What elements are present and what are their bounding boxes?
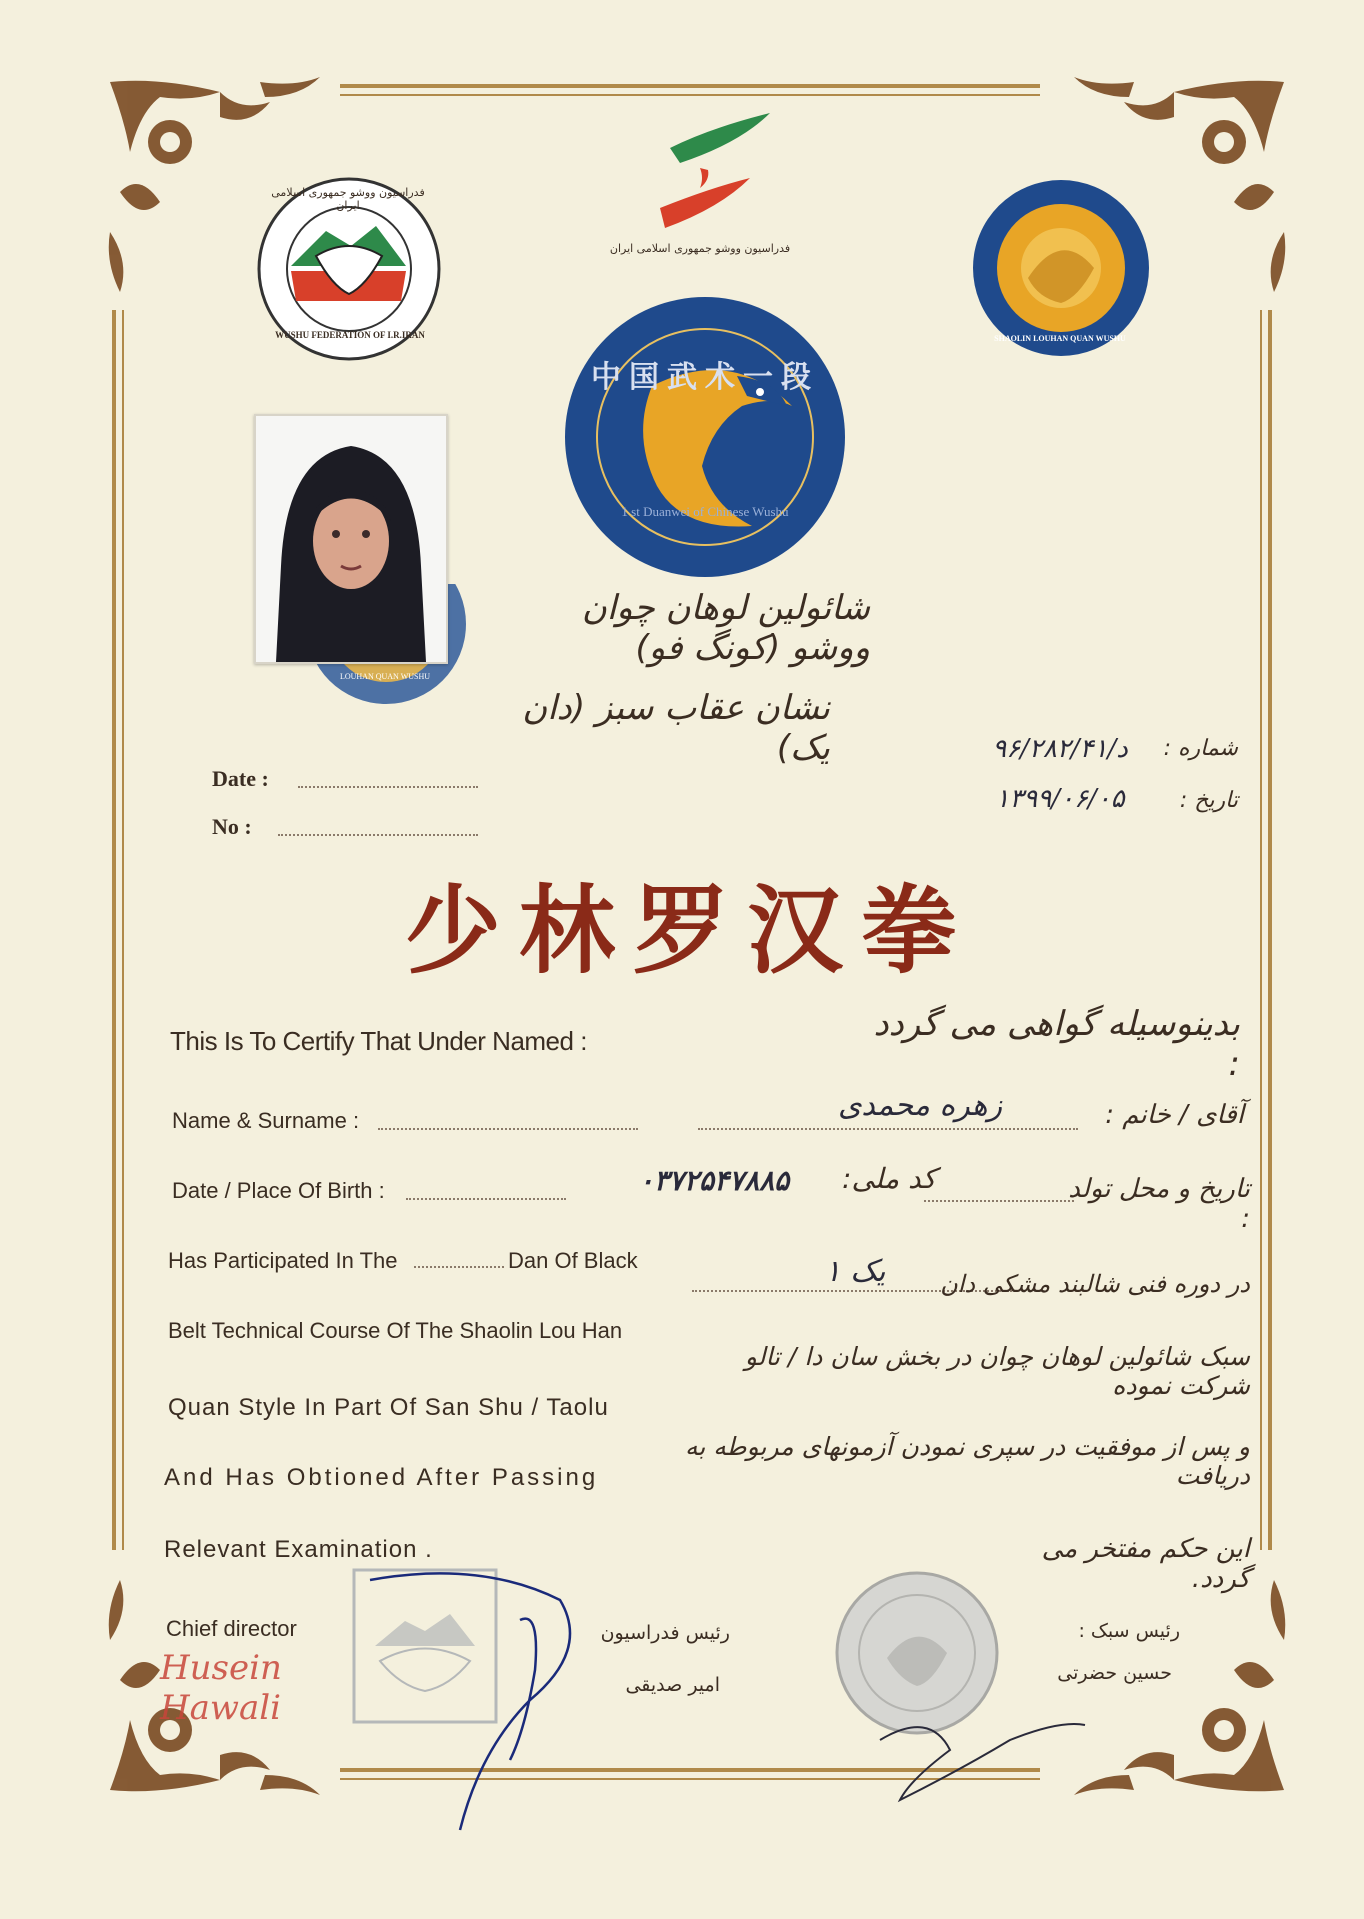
name-label-fa: آقای / خانم : xyxy=(1105,1100,1244,1130)
left-seal-en-text: WUSHU FEDERATION OF I.R.IRAN xyxy=(275,330,425,340)
number-value: ۹۶/۲۸۲/د/۴۱ xyxy=(992,734,1128,764)
left-border-line-inner xyxy=(122,310,124,1550)
date-label-fa: تاریخ : xyxy=(1179,788,1238,813)
body-line-3-fa: و پس از موفقیت در سپری نمودن آزمونهای مربوطه به دریافت xyxy=(684,1432,1250,1490)
left-seal-text: فدراسیون ووشو جمهوری اسلامی ایران xyxy=(271,186,425,212)
right-border-line xyxy=(1268,310,1272,1550)
body-line-5-en: Relevant Examination . xyxy=(164,1536,433,1563)
participated-label-fa: در دوره فنی شالبند مشکی دان xyxy=(940,1270,1250,1298)
left-border-line xyxy=(112,310,116,1550)
portrait-image xyxy=(256,416,446,662)
center-seal-en: 1 st Duanwei of Chinese Wushu xyxy=(621,504,789,519)
date-field-line xyxy=(298,786,478,788)
photo-stamp-text: LOUHAN QUAN WUSHU xyxy=(339,672,431,681)
heading-line-2: نشان عقاب سبز (دان یک) xyxy=(522,688,830,768)
certify-text-en: This Is To Certify That Under Named : xyxy=(170,1026,587,1056)
heading-line-1: شائولین لوهان چوان ووشو (کونگ فو) xyxy=(581,588,870,668)
body-line-4-fa: این حکم مفتخر می گردد. xyxy=(1041,1534,1250,1594)
style-head-name: حسین حضرتی xyxy=(1057,1662,1172,1684)
number-label-fa: شماره : xyxy=(1163,736,1238,761)
dan-line-en xyxy=(414,1266,504,1268)
body-line-3-en: Quan Style In Part Of San Shu / Taolu xyxy=(168,1394,609,1421)
chief-director-label: Chief director xyxy=(166,1616,297,1641)
dan-of-black-label: Dan Of Black xyxy=(508,1248,638,1273)
first-duanwei-seal-logo xyxy=(562,296,848,578)
top-border-line-inner xyxy=(340,94,1040,96)
name-value: زهره محمدی xyxy=(837,1088,1003,1123)
participated-label-en: Has Participated In The xyxy=(168,1248,398,1273)
iran-wushu-flag-logo xyxy=(640,108,770,248)
no-field-line xyxy=(278,834,478,836)
birth-line-en xyxy=(406,1198,566,1200)
birth-label-en: Date / Place Of Birth : xyxy=(172,1178,385,1203)
date-value: ۱۳۹۹/۰۶/۰۵ xyxy=(995,784,1125,814)
top-logo-caption: فدراسیون ووشو جمهوری اسلامی ایران xyxy=(609,242,791,255)
dan-value: یک ۱ xyxy=(824,1254,886,1289)
birth-label-fa: تاریخ و محل تولد : xyxy=(1068,1174,1250,1234)
certify-text-fa: بدینوسیله گواهی می گردد : xyxy=(873,1004,1240,1084)
national-id-label: کد ملی: xyxy=(842,1162,936,1195)
federation-signature-scribble xyxy=(360,1560,600,1840)
date-label: Date : xyxy=(212,766,269,791)
right-border-line-inner xyxy=(1260,310,1262,1550)
center-seal-cn: 中国武术一段 xyxy=(591,360,819,395)
body-line-2-en: Belt Technical Course Of The Shaolin Lou Han xyxy=(168,1318,623,1343)
shaolin-louhan-seal-logo xyxy=(968,178,1154,358)
chinese-title: 少林罗汉拳 xyxy=(405,874,975,987)
body-line-4-en: And Has Obtioned After Passing xyxy=(164,1464,599,1491)
name-line-fa xyxy=(698,1128,1078,1130)
national-id-value: ۰۳۷۲۵۴۷۸۸۵ xyxy=(638,1164,790,1197)
style-head-signature-scribble xyxy=(870,1700,1090,1810)
portrait-photo xyxy=(254,414,448,664)
chief-director-signature: Husein Hawali xyxy=(160,1648,282,1728)
federation-name: امیر صدیقی xyxy=(625,1674,720,1696)
federation-title: رئیس فدراسیون xyxy=(600,1622,730,1644)
no-label: No : xyxy=(212,814,252,839)
name-line-en xyxy=(378,1128,638,1130)
name-label-en: Name & Surname : xyxy=(172,1108,360,1133)
floral-corner-bottom-right xyxy=(1064,1570,1294,1800)
top-border-line xyxy=(340,84,1040,88)
right-seal-text: SHAOLIN LOUHAN QUAN WUSHU xyxy=(994,334,1126,343)
style-head-title: رئیس سبک : xyxy=(1078,1620,1180,1642)
birth-line-fa xyxy=(924,1200,1074,1202)
body-line-2-fa: سبک شائولین لوهان چوان در بخش سان دا / تالو شرکت نموده xyxy=(744,1342,1250,1400)
